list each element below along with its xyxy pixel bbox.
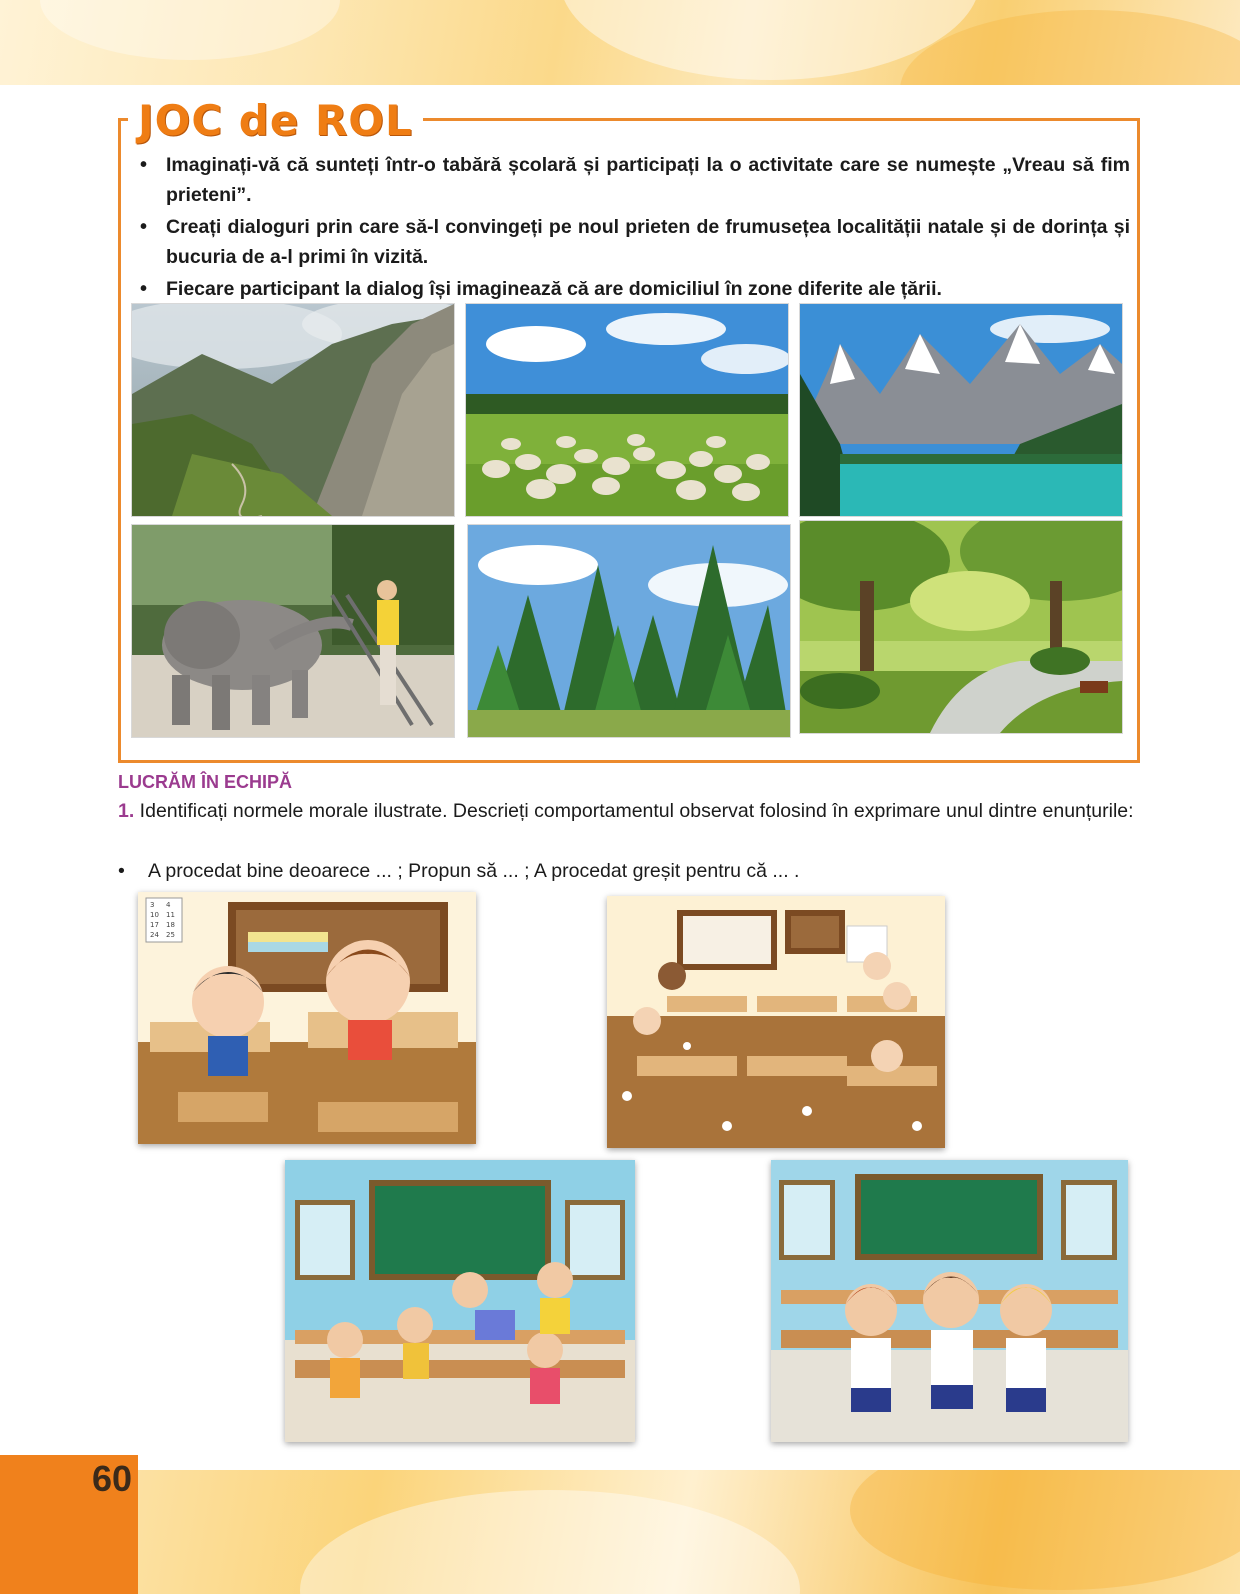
illustration-playful-kids: [285, 1160, 635, 1442]
task-instruction: [118, 796, 1148, 826]
section-heading: LUCRĂM ÎN ECHIPĂ: [118, 772, 292, 792]
role-play-instructions: [140, 150, 1130, 306]
photo-conifer-forest: [467, 524, 791, 738]
calendar-number: 3: [150, 901, 155, 909]
instruction-item: • Fiecare participant la dialog își imaginează că are domiciliul în zone diferite ale țării.: [140, 274, 1130, 304]
photo-elephants-zoo: [131, 524, 455, 738]
photo-park-path: [799, 520, 1123, 734]
illustration-messy-classroom: [607, 896, 945, 1148]
instruction-item: • Creați dialoguri prin care să-l convingeți pe noul prieten de frumusețea localității natale și de dorința și bucuria de a-l primi în vizită.: [140, 212, 1130, 272]
task-text: Identificați normele morale ilustrate. Descrieți comportamentul observat folosind în exprimare unul dintre enunțurile:: [134, 800, 1134, 822]
photo-mountain-valley: [131, 303, 455, 517]
instruction-item: • Imaginați-vă că sunteți într-o tabără școlară și participați la o activitate care se numește „Vreau să fim prieteni”.: [140, 150, 1130, 210]
task-number: 1.: [118, 800, 135, 822]
calendar-number: 11: [166, 911, 175, 919]
task-sentence-starters: • A procedat bine deoarece ... ; Propun să ... ; A procedat greșit pentru că ... .: [118, 856, 1148, 886]
footer-decoration: [0, 1470, 1240, 1594]
illustration-three-friends: [771, 1160, 1128, 1442]
calendar-number: 25: [166, 931, 175, 939]
calendar-number: 10: [150, 911, 159, 919]
role-play-title: JOC de ROL: [128, 96, 423, 145]
photo-sheep-meadow: [465, 303, 789, 517]
calendar-number: 24: [150, 931, 159, 939]
illustration-classroom-conflict: [138, 892, 476, 1144]
photo-mountain-lake: [799, 303, 1123, 517]
page-number: 60: [92, 1458, 133, 1499]
header-decoration: [0, 0, 1240, 85]
calendar-number: 17: [150, 921, 159, 929]
calendar-number: 4: [166, 901, 171, 909]
calendar-number: 18: [166, 921, 175, 929]
